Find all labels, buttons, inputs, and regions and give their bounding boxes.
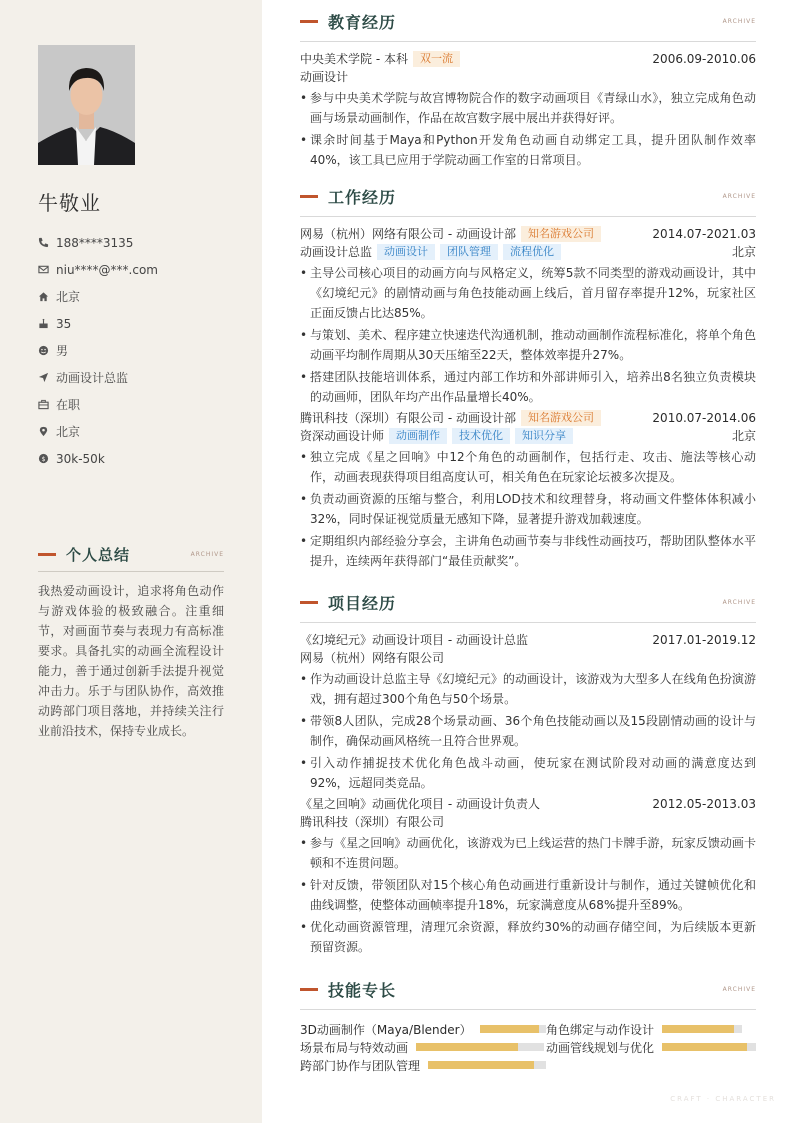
skill-bar-fill	[662, 1043, 747, 1051]
list-item: • 与策划、美术、程序建立快速迭代沟通机制，推动动画制作流程标准化，将单个角色动画平均制作周期从30天压缩至22天，整体效率提升27%。	[300, 325, 756, 365]
skills-grid	[300, 1020, 756, 1074]
list-item: • 搭建团队技能培训体系，通过内部工作坊和外部讲师引入，培养出8名独立负责模块的动画师，团队年均产出作品量增长40%。	[300, 367, 756, 407]
cake-icon	[38, 318, 56, 329]
job-bullets	[300, 447, 756, 571]
projects-section	[300, 583, 756, 959]
mail-icon	[38, 264, 56, 275]
list-item: • 优化动画资源管理，清理冗余资源，释放约30%的动画存储空间，为后续版本更新预留资源。	[300, 917, 756, 957]
skill-bar-fill	[416, 1043, 518, 1051]
summary-section	[38, 544, 224, 741]
section-header	[300, 177, 756, 217]
skill-item	[300, 1020, 546, 1038]
skill-bar-fill	[428, 1061, 534, 1069]
list-item: • 作为动画设计总监主导《幻境纪元》的动画设计，该游戏为大型多人在线角色扮演游戏，拥有超过300个角色与50个场景。	[300, 669, 756, 709]
info-status	[38, 391, 158, 418]
skills-section	[300, 970, 756, 1074]
section-archive-label: ARCHIVE	[722, 193, 756, 200]
info-home	[38, 283, 158, 310]
work-section	[300, 177, 756, 573]
skill-bar-fill	[480, 1025, 540, 1033]
section-title: 项目经历	[328, 594, 397, 613]
project-entry	[300, 795, 756, 957]
section-title: 技能专长	[328, 981, 397, 1000]
job-city: 北京	[731, 429, 756, 443]
project-org: 腾讯科技（深圳）有限公司	[300, 815, 445, 829]
job-city: 北京	[731, 245, 756, 259]
list-item: • 带领8人团队，完成28个场景动画、36个角色技能动画以及15段剧情动画的设计与制作，确保动画风格统一且符合世界观。	[300, 711, 756, 751]
section-title: 教育经历	[328, 13, 397, 32]
footer-watermark: CRAFT · CHARACTER	[670, 1095, 776, 1103]
info-text: 188****3135	[56, 235, 134, 250]
section-archive-label: ARCHIVE	[190, 551, 224, 558]
job-bullets	[300, 263, 756, 407]
company-name: 网易（杭州）网络有限公司 - 动画设计部	[300, 227, 516, 241]
job-role-row	[300, 427, 756, 445]
company-tag: 知名游戏公司	[521, 410, 601, 426]
education-major-row	[300, 68, 756, 86]
project-date: 2012.05-2013.03	[652, 797, 756, 811]
home-icon	[38, 291, 56, 302]
skill-bar	[428, 1061, 546, 1069]
job-date: 2014.07-2021.03	[652, 227, 756, 241]
section-archive-label: ARCHIVE	[722, 599, 756, 606]
education-section	[300, 2, 756, 172]
project-bullets	[300, 669, 756, 793]
skill-bar	[480, 1025, 546, 1033]
project-header-row	[300, 631, 756, 649]
info-text: 动画设计总监	[56, 371, 129, 385]
skill-tag: 团队管理	[440, 244, 498, 260]
project-org-row	[300, 813, 756, 831]
info-text: 在职	[56, 398, 81, 412]
info-location	[38, 418, 158, 445]
contact-info-list	[38, 229, 158, 472]
info-title	[38, 364, 158, 391]
section-header	[300, 583, 756, 623]
project-name: 《幻境纪元》动画设计项目 - 动画设计总监	[300, 633, 528, 647]
skill-name: 动画管线规划与优化	[546, 1040, 655, 1055]
school-name: 中央美术学院 - 本科	[300, 52, 408, 66]
info-text: 北京	[56, 290, 81, 304]
section-title: 工作经历	[328, 188, 397, 207]
info-text: 30k-50k	[56, 451, 105, 466]
info-text: niu****@***.com	[56, 262, 158, 277]
skill-tag: 流程优化	[503, 244, 561, 260]
skill-bar	[662, 1043, 756, 1051]
project-header-row	[300, 795, 756, 813]
gender-icon	[38, 345, 56, 356]
job-role: 动画设计总监	[300, 245, 373, 259]
section-accent-bar	[38, 553, 56, 556]
info-gender	[38, 337, 158, 364]
skill-item	[546, 1020, 756, 1038]
info-email	[38, 256, 158, 283]
project-org-row	[300, 649, 756, 667]
project-bullets	[300, 833, 756, 957]
skill-tag: 技术优化	[452, 428, 510, 444]
section-archive-label: ARCHIVE	[722, 986, 756, 993]
section-accent-bar	[300, 601, 318, 604]
job-date: 2010.07-2014.06	[652, 411, 756, 425]
skill-name: 场景布局与特效动画	[300, 1040, 409, 1055]
list-item: • 负责动画资源的压缩与整合，利用LOD技术和纹理替身，将动画文件整体体积减小32%，同时保证视觉质量无感知下降，显著提升游戏加载速度。	[300, 489, 756, 529]
education-major: 动画设计	[300, 70, 349, 84]
skill-item	[300, 1056, 546, 1074]
list-item: • 针对反馈，带领团队对15个核心角色动画进行重新设计与制作，通过关键帧优化和曲线调整，使整体动画帧率提升18%，玩家满意度从68%提升至89%。	[300, 875, 756, 915]
education-bullets	[300, 88, 756, 170]
section-header	[38, 544, 224, 572]
info-age	[38, 310, 158, 337]
job-entry	[300, 225, 756, 407]
info-phone	[38, 229, 158, 256]
project-entry	[300, 631, 756, 793]
sidebar	[0, 0, 262, 1123]
skill-bar	[416, 1043, 544, 1051]
skill-item	[300, 1038, 546, 1056]
salary-icon	[38, 453, 56, 464]
section-archive-label: ARCHIVE	[722, 18, 756, 25]
skill-bar-fill	[662, 1025, 734, 1033]
info-text: 男	[56, 344, 69, 358]
list-item: • 定期组织内部经验分享会，主讲角色动画节奏与非线性动画技巧，帮助团队整体水平提升，连续两年获得部门“最佳贡献奖”。	[300, 531, 756, 571]
skill-tag: 动画制作	[389, 428, 447, 444]
section-accent-bar	[300, 988, 318, 991]
skill-bar	[662, 1025, 742, 1033]
skill-tag: 动画设计	[377, 244, 435, 260]
education-date: 2006.09-2010.06	[652, 52, 756, 66]
svg-text:$: $	[41, 454, 46, 463]
section-header	[300, 2, 756, 42]
list-item: • 参与《星之回响》动画优化，该游戏为已上线运营的热门卡牌手游，玩家反馈动画卡顿和不连贯问题。	[300, 833, 756, 873]
briefcase-icon	[38, 399, 56, 410]
skill-name: 跨部门协作与团队管理	[300, 1058, 421, 1073]
section-header	[300, 970, 756, 1010]
phone-icon	[38, 237, 56, 248]
job-header-row	[300, 409, 756, 427]
profile-name: 牛敬业	[38, 191, 101, 215]
job-role-row	[300, 243, 756, 261]
project-org: 网易（杭州）网络有限公司	[300, 651, 445, 665]
info-text: 北京	[56, 425, 81, 439]
skill-item	[546, 1038, 756, 1056]
skill-name: 3D动画制作（Maya/Blender）	[300, 1022, 472, 1037]
job-entry	[300, 409, 756, 571]
info-salary	[38, 445, 158, 472]
skill-name: 角色绑定与动作设计	[546, 1022, 655, 1037]
section-title: 个人总结	[66, 546, 131, 564]
location-icon	[38, 426, 56, 437]
list-item: • 参与中央美术学院与故宫博物院合作的数字动画项目《青绿山水》，独立完成角色动画与场景动画制作，作品在故宫数字展中展出并获得好评。	[300, 88, 756, 128]
company-tag: 知名游戏公司	[521, 226, 601, 242]
skill-tag: 知识分享	[515, 428, 573, 444]
send-icon	[38, 372, 56, 383]
project-name: 《星之回响》动画优化项目 - 动画设计负责人	[300, 797, 540, 811]
education-header-row	[300, 50, 756, 68]
profile-photo	[38, 45, 135, 165]
list-item: • 主导公司核心项目的动画方向与风格定义，统筹5款不同类型的游戏动画设计，其中《幻境纪元》的剧情动画与角色技能动画上线后，首月留存率提升12%，玩家社区正面反馈占比达85%。	[300, 263, 756, 323]
info-text: 35	[56, 316, 72, 331]
list-item: • 课余时间基于Maya和Python开发角色动画自动绑定工具，提升团队制作效率40%，该工具已应用于学院动画工作室的日常项目。	[300, 130, 756, 170]
summary-text: 我热爱动画设计，追求将角色动作与游戏体验的极致融合。注重细节，对画面节奏与表现力有高标准要求。具备扎实的动画全流程设计能力，善于通过创新手法提升视觉冲击力。乐于与团队协作，高效推动跨部门项目落地，并持续关注行业前沿技术，保持专业成长。	[38, 584, 224, 738]
list-item: • 独立完成《星之回响》中12个角色的动画制作，包括行走、攻击、施法等核心动作，动画表现获得项目组高度认可，相关角色在玩家论坛被多次提及。	[300, 447, 756, 487]
section-accent-bar	[300, 195, 318, 198]
company-name: 腾讯科技（深圳）有限公司 - 动画设计部	[300, 411, 516, 425]
job-role: 资深动画设计师	[300, 429, 385, 443]
school-tag: 双一流	[413, 51, 460, 67]
project-date: 2017.01-2019.12	[652, 633, 756, 647]
list-item: • 引入动作捕捉技术优化角色战斗动画，使玩家在测试阶段对动画的满意度达到92%，远超同类竞品。	[300, 753, 756, 793]
job-header-row	[300, 225, 756, 243]
section-accent-bar	[300, 20, 318, 23]
